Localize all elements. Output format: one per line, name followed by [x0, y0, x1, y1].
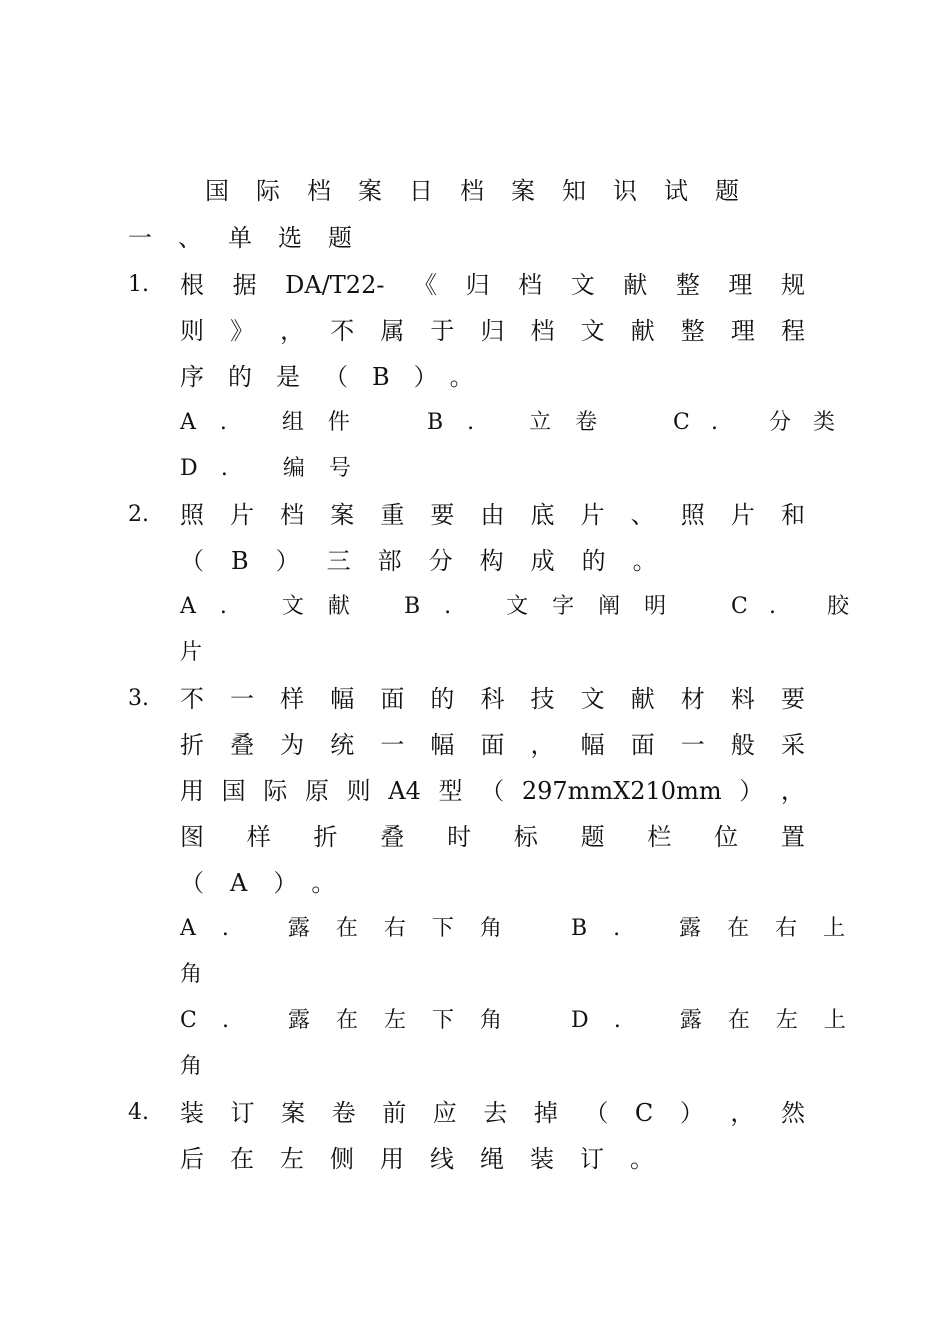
text-token: 面 — [480, 731, 505, 759]
text-token: 案 — [281, 1099, 306, 1127]
text-token: DA/T22- — [285, 271, 385, 299]
text-token: 题 — [580, 823, 605, 851]
question-3-line-3 — [180, 776, 805, 806]
text-token: 样 — [280, 685, 305, 713]
text-token: 幅 — [580, 731, 605, 759]
text-token: 幅 — [430, 731, 455, 759]
text-token: 档 — [518, 271, 543, 299]
text-token: 于 — [430, 317, 455, 345]
question-3-number: 3. — [128, 686, 149, 711]
text-token: 订 — [230, 1099, 255, 1127]
text-token: 整 — [680, 317, 705, 345]
text-token: 照 — [680, 501, 705, 529]
text-token: 文 — [580, 685, 605, 713]
text-token: 料 — [730, 685, 755, 713]
text-token: ， — [530, 731, 555, 759]
text-token: 理 — [730, 317, 755, 345]
document-title: 国际档案日档案知识试题 — [205, 177, 766, 205]
text-token: 般 — [730, 731, 755, 759]
question-4-line-2: 后在左侧用线绳装订。 — [180, 1145, 680, 1173]
question-1-line-3: 序的是（B）。 — [180, 363, 498, 391]
text-token: 时 — [447, 823, 472, 851]
question-2-number: 2. — [128, 502, 149, 527]
text-token: 重 — [380, 501, 405, 529]
text-token: 归 — [465, 271, 490, 299]
text-token: 不 — [330, 317, 355, 345]
text-token: 一 — [680, 731, 705, 759]
text-token: 采 — [780, 731, 805, 759]
text-token: 的 — [430, 685, 455, 713]
text-token: A4 — [388, 777, 421, 805]
question-4-line-1 — [180, 1098, 805, 1128]
text-token: 则 — [180, 317, 204, 345]
text-token: （ — [584, 1099, 609, 1127]
text-token: 掉 — [533, 1099, 558, 1127]
text-token: 科 — [480, 685, 505, 713]
text-token: 献 — [630, 685, 655, 713]
text-token: ， — [280, 317, 305, 345]
text-token: 原 — [304, 777, 329, 805]
text-token: 前 — [382, 1099, 407, 1127]
text-token: 《 — [413, 271, 438, 299]
text-token: 然 — [780, 1099, 805, 1127]
question-3-line-2 — [180, 730, 805, 760]
question-3-line-1 — [180, 684, 805, 714]
text-token: 案 — [330, 501, 355, 529]
text-token: 技 — [530, 685, 555, 713]
text-token: 叠 — [380, 823, 405, 851]
text-token: 档 — [530, 317, 555, 345]
text-token: 叠 — [230, 731, 255, 759]
text-token: 折 — [180, 731, 204, 759]
text-token: 献 — [623, 271, 648, 299]
text-token: 际 — [263, 777, 288, 805]
text-token: 要 — [430, 501, 455, 529]
text-token: C — [634, 1099, 654, 1127]
text-token: 面 — [380, 685, 405, 713]
text-token: ， — [780, 777, 805, 805]
text-token: 为 — [280, 731, 305, 759]
question-2-option-b: B. 文字阐明 — [404, 594, 691, 619]
text-token: 根 — [180, 271, 204, 299]
question-1-option-d: D. 编号 — [180, 456, 375, 481]
text-token: 规 — [780, 271, 805, 299]
text-token: ） — [739, 777, 764, 805]
text-token: 折 — [313, 823, 338, 851]
text-token: 用 — [180, 777, 204, 805]
text-token: 一 — [380, 731, 405, 759]
text-token: 照 — [180, 501, 204, 529]
question-1-line-1 — [180, 270, 805, 300]
text-token: 据 — [232, 271, 257, 299]
text-token: 片 — [230, 501, 255, 529]
text-token: 》 — [230, 317, 255, 345]
question-3-option-b-continued: 角 — [180, 962, 227, 987]
text-token: 档 — [280, 501, 305, 529]
text-token: 片 — [730, 501, 755, 529]
text-token: 整 — [675, 271, 700, 299]
text-token: 卷 — [331, 1099, 356, 1127]
text-token: 一 — [230, 685, 255, 713]
question-3-option-b: B. 露在右上 — [571, 916, 872, 941]
text-token: 应 — [432, 1099, 457, 1127]
question-3-option-c: C. 露在左下角 — [180, 1008, 529, 1033]
text-token: 栏 — [647, 823, 672, 851]
question-2-option-c-continued: 片 — [180, 640, 227, 665]
text-token: 属 — [380, 317, 405, 345]
question-3-option-a: A. 露在右下角 — [180, 916, 528, 941]
text-token: 去 — [483, 1099, 508, 1127]
text-token: 置 — [780, 823, 805, 851]
text-token: 理 — [728, 271, 753, 299]
text-token: 文 — [580, 317, 605, 345]
text-token: 要 — [780, 685, 805, 713]
text-token: 统 — [330, 731, 355, 759]
text-token: 片 — [580, 501, 605, 529]
text-token: （ — [480, 777, 505, 805]
text-token: 样 — [246, 823, 271, 851]
text-token: 文 — [570, 271, 595, 299]
question-3-option-d-continued: 角 — [180, 1054, 227, 1079]
text-token: 归 — [480, 317, 505, 345]
text-token: 不 — [180, 685, 204, 713]
text-token: 面 — [630, 731, 655, 759]
text-token: 297mmX210mm — [521, 777, 722, 805]
question-1-option-a: A. 组件 — [180, 410, 374, 435]
question-3-line-5: （A）。 — [180, 869, 362, 897]
text-token: 和 — [780, 501, 805, 529]
text-token: 由 — [480, 501, 505, 529]
question-3-line-4 — [180, 822, 805, 852]
text-token: 程 — [780, 317, 805, 345]
text-token: 型 — [438, 777, 463, 805]
question-2-option-a: A. 文献 — [180, 594, 374, 619]
text-token: 则 — [346, 777, 371, 805]
text-token: ） — [679, 1099, 704, 1127]
question-2-line-2: （B）三部分构成的。 — [180, 547, 684, 575]
text-token: 献 — [630, 317, 655, 345]
text-token: 幅 — [330, 685, 355, 713]
question-1-option-b: B. 立卷 — [427, 410, 622, 435]
text-token: 底 — [530, 501, 555, 529]
text-token: 装 — [180, 1099, 204, 1127]
text-token: 国 — [221, 777, 246, 805]
text-token: 材 — [680, 685, 705, 713]
question-2-option-c: C. 胶 — [731, 594, 872, 619]
text-token: 位 — [714, 823, 739, 851]
question-3-option-d: D. 露在左上 — [571, 1008, 872, 1033]
text-token: ， — [730, 1099, 755, 1127]
text-token: 图 — [180, 823, 204, 851]
section-heading: 一、单选题 — [128, 224, 378, 252]
question-1-line-2 — [180, 316, 805, 346]
question-1-number: 1. — [128, 272, 149, 297]
question-2-line-1 — [180, 500, 805, 530]
text-token: 标 — [513, 823, 538, 851]
question-4-number: 4. — [128, 1100, 149, 1125]
question-1-option-c: C. 分类 — [673, 410, 858, 435]
text-token: 、 — [630, 501, 655, 529]
